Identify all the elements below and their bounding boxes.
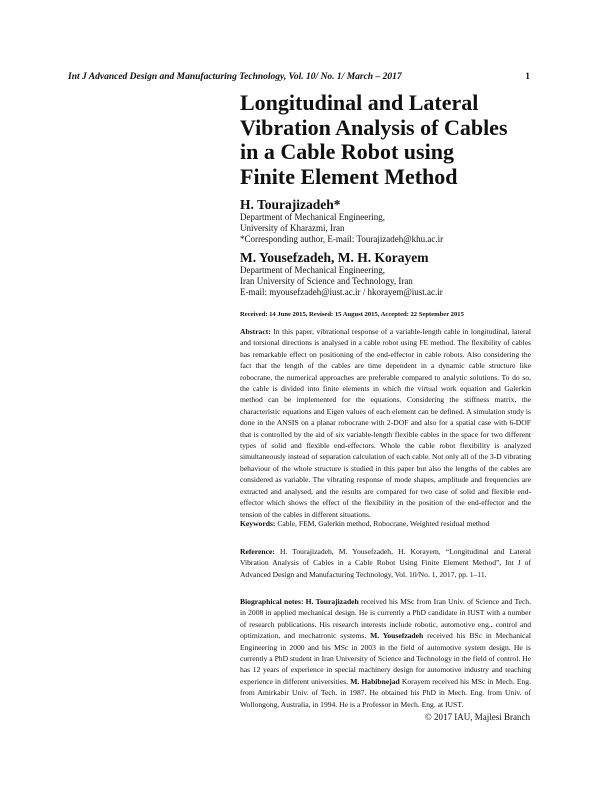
author1-email: *Corresponding author, E-mail: Tourajizadeh@khu.ac.ir — [240, 234, 444, 244]
paper-title — [240, 91, 540, 189]
title-line: in a Cable Robot using — [240, 139, 454, 164]
title-line: Vibration Analysis of Cables — [240, 114, 508, 140]
bio-text: Korayem received his MSc in Mech. Eng. from Amirkabir Univ. of Tech. in 1987. He obtained his PhD in Mech. Eng. from Univ. of Wollongong, Australia, in 1994. He is a Professor in Mech. Eng. at IUST. — [240, 676, 532, 709]
reference-label: Reference: — [240, 547, 275, 556]
affiliation-line: Department of Mechanical Engineering, — [240, 212, 385, 222]
abstract-label: Abstract: — [240, 327, 271, 336]
keywords-label: Keywords: — [240, 519, 276, 528]
affiliation-line: University of Kharazmi, Iran — [240, 223, 345, 233]
affiliation-line: Iran University of Science and Technology, Iran — [240, 276, 413, 286]
bio-name: M. Habibnejad — [350, 676, 400, 686]
journal-citation: Int J Advanced Design and Manufacturing Technology, Vol. 10/ No. 1/ March – 2017 — [68, 72, 402, 82]
author2-name: M. Yousefzadeh, M. H. Korayem — [240, 250, 429, 265]
author2-email: E-mail: myousefzadeh@iust.ac.ir / hkorayem@iust.ac.ir — [240, 287, 443, 297]
copyright-footer: © 2017 IAU, Majlesi Branch — [424, 712, 530, 722]
bio-text: received his MSc from Iran Univ. of Science and Tech. in 2008 in applied mechanical design. He is currently a PhD candidate in IUST with a number of research publications. His research interests include robotic, automotive eng., control and optimization, and mechatronic systems. — [240, 597, 531, 641]
reference — [240, 546, 531, 580]
abstract-text: In this paper, vibrational response of a variable-length cable in longitudinal, lateral and torsional directions is analysed in a cable robot using FE method. The flexibility of cables has remarkable effect on positioning of the end-effector in cable robots. Also considering the fact that the length of the cables are time dependent in a dynamic cable structure like robocrane, the numerical approaches are preferable compared to analytic solutions. To do so, the cable is divided into finite elements in which the virtual work equation and Galerkin method can be implemented for the equations. Considering the stiffness matrix, the characteristic equations and Eigen values of each element can be defined. A simulation study is done in the ANSIS on a planar robocrane with 2-DOF and also for a spatial case with 6-DOF that is controlled by the aid of six variable-length flexible cables in the space for two different types of solid and flexible end-effectors. Whole the cable robot flexibility is analyzed simultaneously instead of separation calculation of each cable. Not only all of the 3-D vibrating behaviour of the whole structure is studied in this paper but also the lengths of the cables are considered as variable. The vibrating response of mode shapes, amplitude and frequencies are extracted and analysed, and the results are compared for two case of solid and flexible end-effector which shows the effect of the flexibility in the position of the end-effector and the tension of the cables in different situations. — [240, 327, 531, 519]
keywords-text: Cable, FEM, Galerkin method, Robocrane, Weighted residual method — [277, 519, 490, 528]
biographical-notes — [240, 596, 531, 710]
author1-name: H. Tourajizadeh* — [240, 197, 341, 212]
bio-name: M. Yousefzadeh — [370, 631, 424, 641]
keywords — [240, 518, 531, 529]
author1-affiliation — [240, 212, 540, 245]
page-number: 1 — [525, 72, 530, 82]
abstract — [240, 326, 531, 520]
submission-dates: Received: 14 June 2015, Revised: 15 August 2015, Accepted: 22 September 2015 — [240, 311, 464, 318]
title-line: Longitudinal and Lateral — [240, 90, 479, 115]
bio-name: H. Tourajizadeh — [305, 597, 359, 606]
bio-text: received his BSc in Mechanical Engineering in 2000 and his MSc in 2003 in the field of automotive system design. He is currently a PhD student in Iran University of Science and Technology in the field of control. He has 12 years of experience in special machinery design for automotive industry and teaching experience in different universities. — [240, 631, 531, 686]
title-line: Finite Element Method — [240, 163, 458, 189]
bio-label: Biographical notes: — [240, 597, 304, 606]
author2-affiliation — [240, 265, 540, 298]
affiliation-line: Department of Mechanical Engineering, — [240, 265, 385, 275]
journal-header — [68, 72, 530, 82]
reference-text: H. Tourajizadeh, M. Yousefzadeh, H. Korayem, “Longitudinal and Lateral Vibration Analysis of Cables in a Cable Robot Using Finite Element Method”, Int J of Advanced Design and Manufacturing Technology, Vol. 10/No. 1, 2017, pp. 1–11. — [240, 547, 531, 579]
